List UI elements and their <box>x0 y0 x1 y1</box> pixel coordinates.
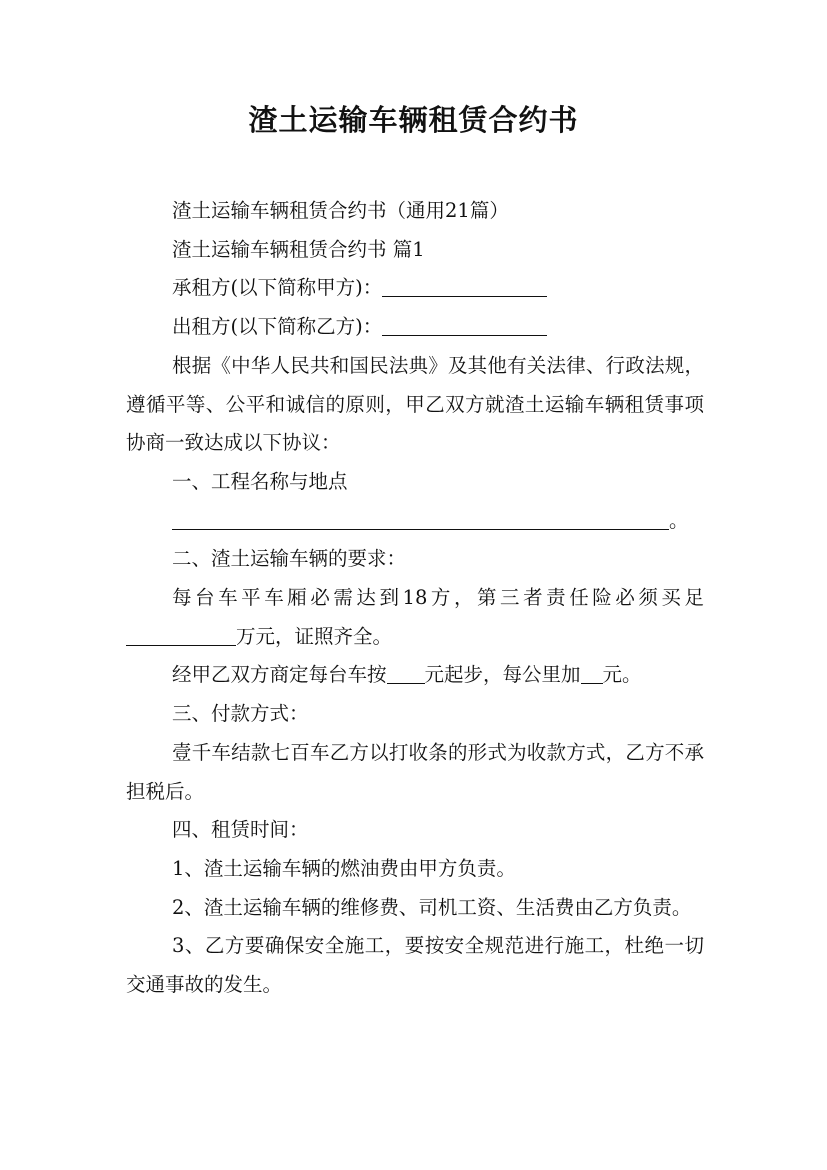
requirement-text-end: 万元，证照齐全。 <box>236 624 393 648</box>
party-b-label: 出租方(以下简称乙方)： <box>172 315 383 339</box>
document-body <box>126 192 704 1005</box>
party-b-blank <box>382 316 547 337</box>
item3-heading: 三、付款方式： <box>172 702 309 726</box>
party-a-line <box>126 269 704 308</box>
price-text-a: 经甲乙双方商定每台车按 <box>172 663 387 687</box>
price-text-b: 元起步，每公里加 <box>424 663 581 687</box>
requirement-paragraph <box>126 579 704 656</box>
document-title: 渣土运输车辆租赁合约书 <box>248 103 579 137</box>
item1-heading: 一、工程名称与地点 <box>172 469 348 493</box>
project-site-end: 。 <box>669 508 689 532</box>
party-a-blank <box>382 277 547 298</box>
project-site-blank <box>172 509 669 530</box>
payment-paragraph: 壹千车结款七百车乙方以打收条的形式为收款方式，乙方不承担税后。 <box>126 740 704 803</box>
clause-3: 3、乙方要确保安全施工，要按安全规范进行施工，杜绝一切交通事故的发生。 <box>126 934 704 997</box>
start-price-blank <box>387 664 425 685</box>
requirement-text: 每台车平车厢必需达到18方，第三者责任险必须买足 <box>172 586 704 610</box>
section-heading: 渣土运输车辆租赁合约书 篇1 <box>172 237 425 261</box>
party-b-line <box>126 308 704 347</box>
price-paragraph <box>126 656 704 695</box>
subtitle: 渣土运输车辆租赁合约书（通用21篇） <box>172 199 509 222</box>
project-site-line <box>126 502 704 541</box>
per-km-price-blank <box>581 664 603 685</box>
party-a-label: 承租方(以下简称甲方)： <box>172 276 383 300</box>
price-text-c: 元。 <box>602 663 642 687</box>
item4-heading: 四、租赁时间： <box>172 818 309 842</box>
clause-1: 1、渣土运输车辆的燃油费由甲方负责。 <box>172 856 516 880</box>
clause-2: 2、渣土运输车辆的维修费、司机工资、生活费由乙方负责。 <box>172 895 692 919</box>
insurance-amount-blank <box>126 625 236 646</box>
intro-paragraph: 根据《中华人民共和国民法典》及其他有关法律、行政法规，遵循平等、公平和诚信的原则，甲乙双方就渣土运输车辆租赁事项协商一致达成以下协议： <box>126 353 704 455</box>
item2-heading: 二、渣土运输车辆的要求： <box>172 547 407 571</box>
